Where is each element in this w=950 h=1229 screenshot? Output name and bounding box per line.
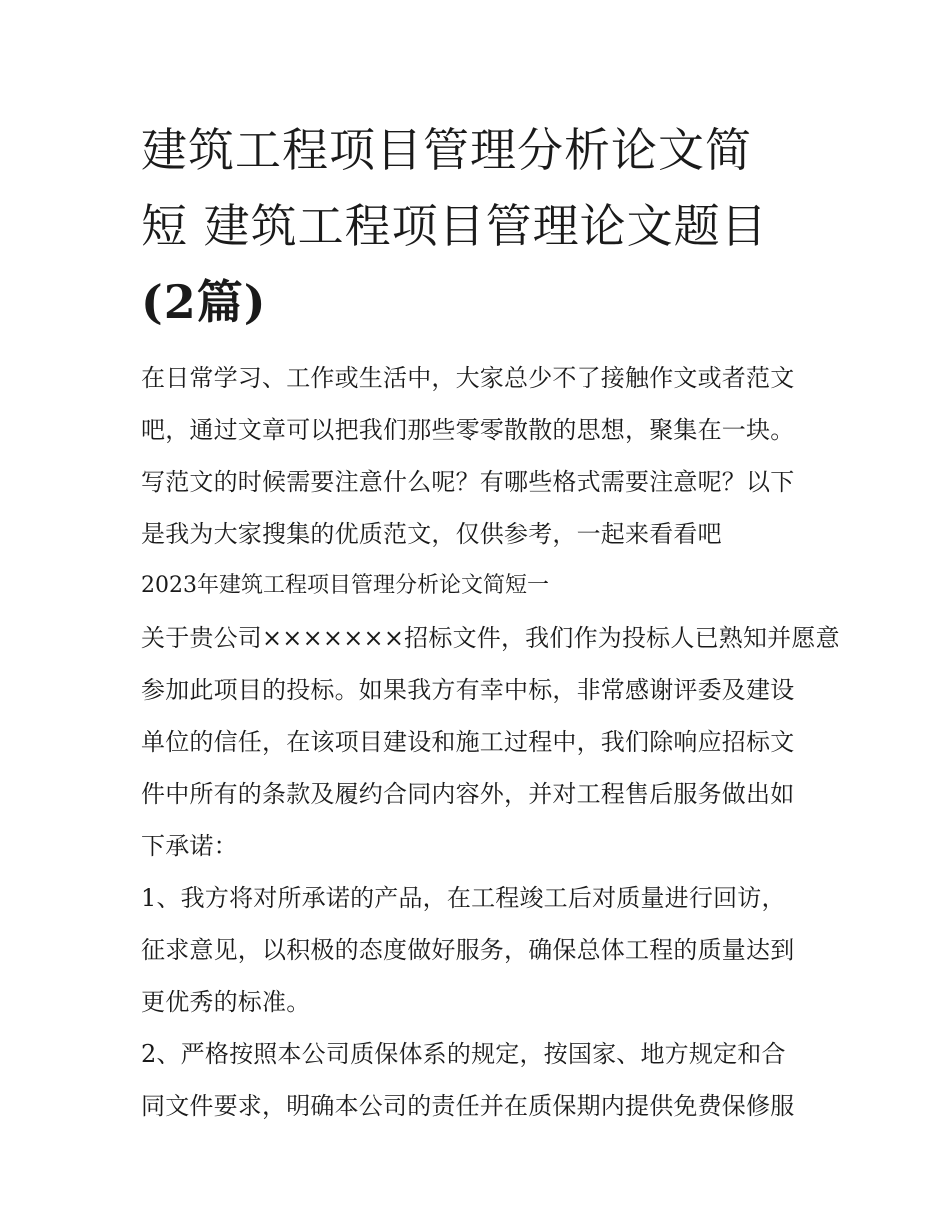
intro-line: 写范文的时候需要注意什么呢？有哪些格式需要注意呢？以下	[141, 468, 795, 496]
paragraph-line: 单位的信任，在该项目建设和施工过程中，我们除响应招标文	[141, 728, 795, 756]
title-line-1: 建筑工程项目管理分析论文简	[141, 123, 752, 177]
list-item-1	[141, 872, 813, 1028]
document-page	[141, 112, 840, 1132]
list-item-2	[141, 1028, 813, 1132]
title-line-2: 短 建筑工程项目管理论文题目	[141, 199, 768, 253]
title-line-3: (2篇)	[141, 275, 267, 329]
paragraph-line: 关于贵公司×××××××招标文件，我们作为投标人已熟知并愿意	[141, 624, 840, 652]
intro-line: 是我为大家搜集的优质范文，仅供参考，一起来看看吧	[141, 520, 722, 548]
intro-line: 吧，通过文章可以把我们那些零零散散的思想，聚集在一块。	[141, 416, 795, 444]
document-title	[141, 112, 813, 340]
paragraph-1	[141, 612, 840, 872]
paragraph-line: 件中所有的条款及履约合同内容外，并对工程售后服务做出如	[141, 780, 795, 808]
list-item-line: 征求意见，以积极的态度做好服务，确保总体工程的质量达到	[141, 936, 795, 964]
paragraph-line: 下承诺：	[141, 832, 238, 860]
list-item-line: 同文件要求，明确本公司的责任并在质保期内提供免费保修服	[141, 1092, 795, 1120]
intro-paragraph	[141, 352, 813, 560]
list-item-line: 更优秀的标准。	[141, 988, 311, 1016]
section-heading: 2023年建筑工程项目管理分析论文简短一	[141, 573, 549, 598]
intro-line: 在日常学习、工作或生活中，大家总少不了接触作文或者范文	[141, 364, 795, 392]
document-body	[141, 352, 840, 1132]
list-item-line: 1、我方将对所承诺的产品，在工程竣工后对质量进行回访，	[141, 884, 786, 912]
list-item-line: 2、严格按照本公司质保体系的规定，按国家、地方规定和合	[141, 1040, 786, 1068]
paragraph-line: 参加此项目的投标。如果我方有幸中标，非常感谢评委及建设	[141, 676, 795, 704]
